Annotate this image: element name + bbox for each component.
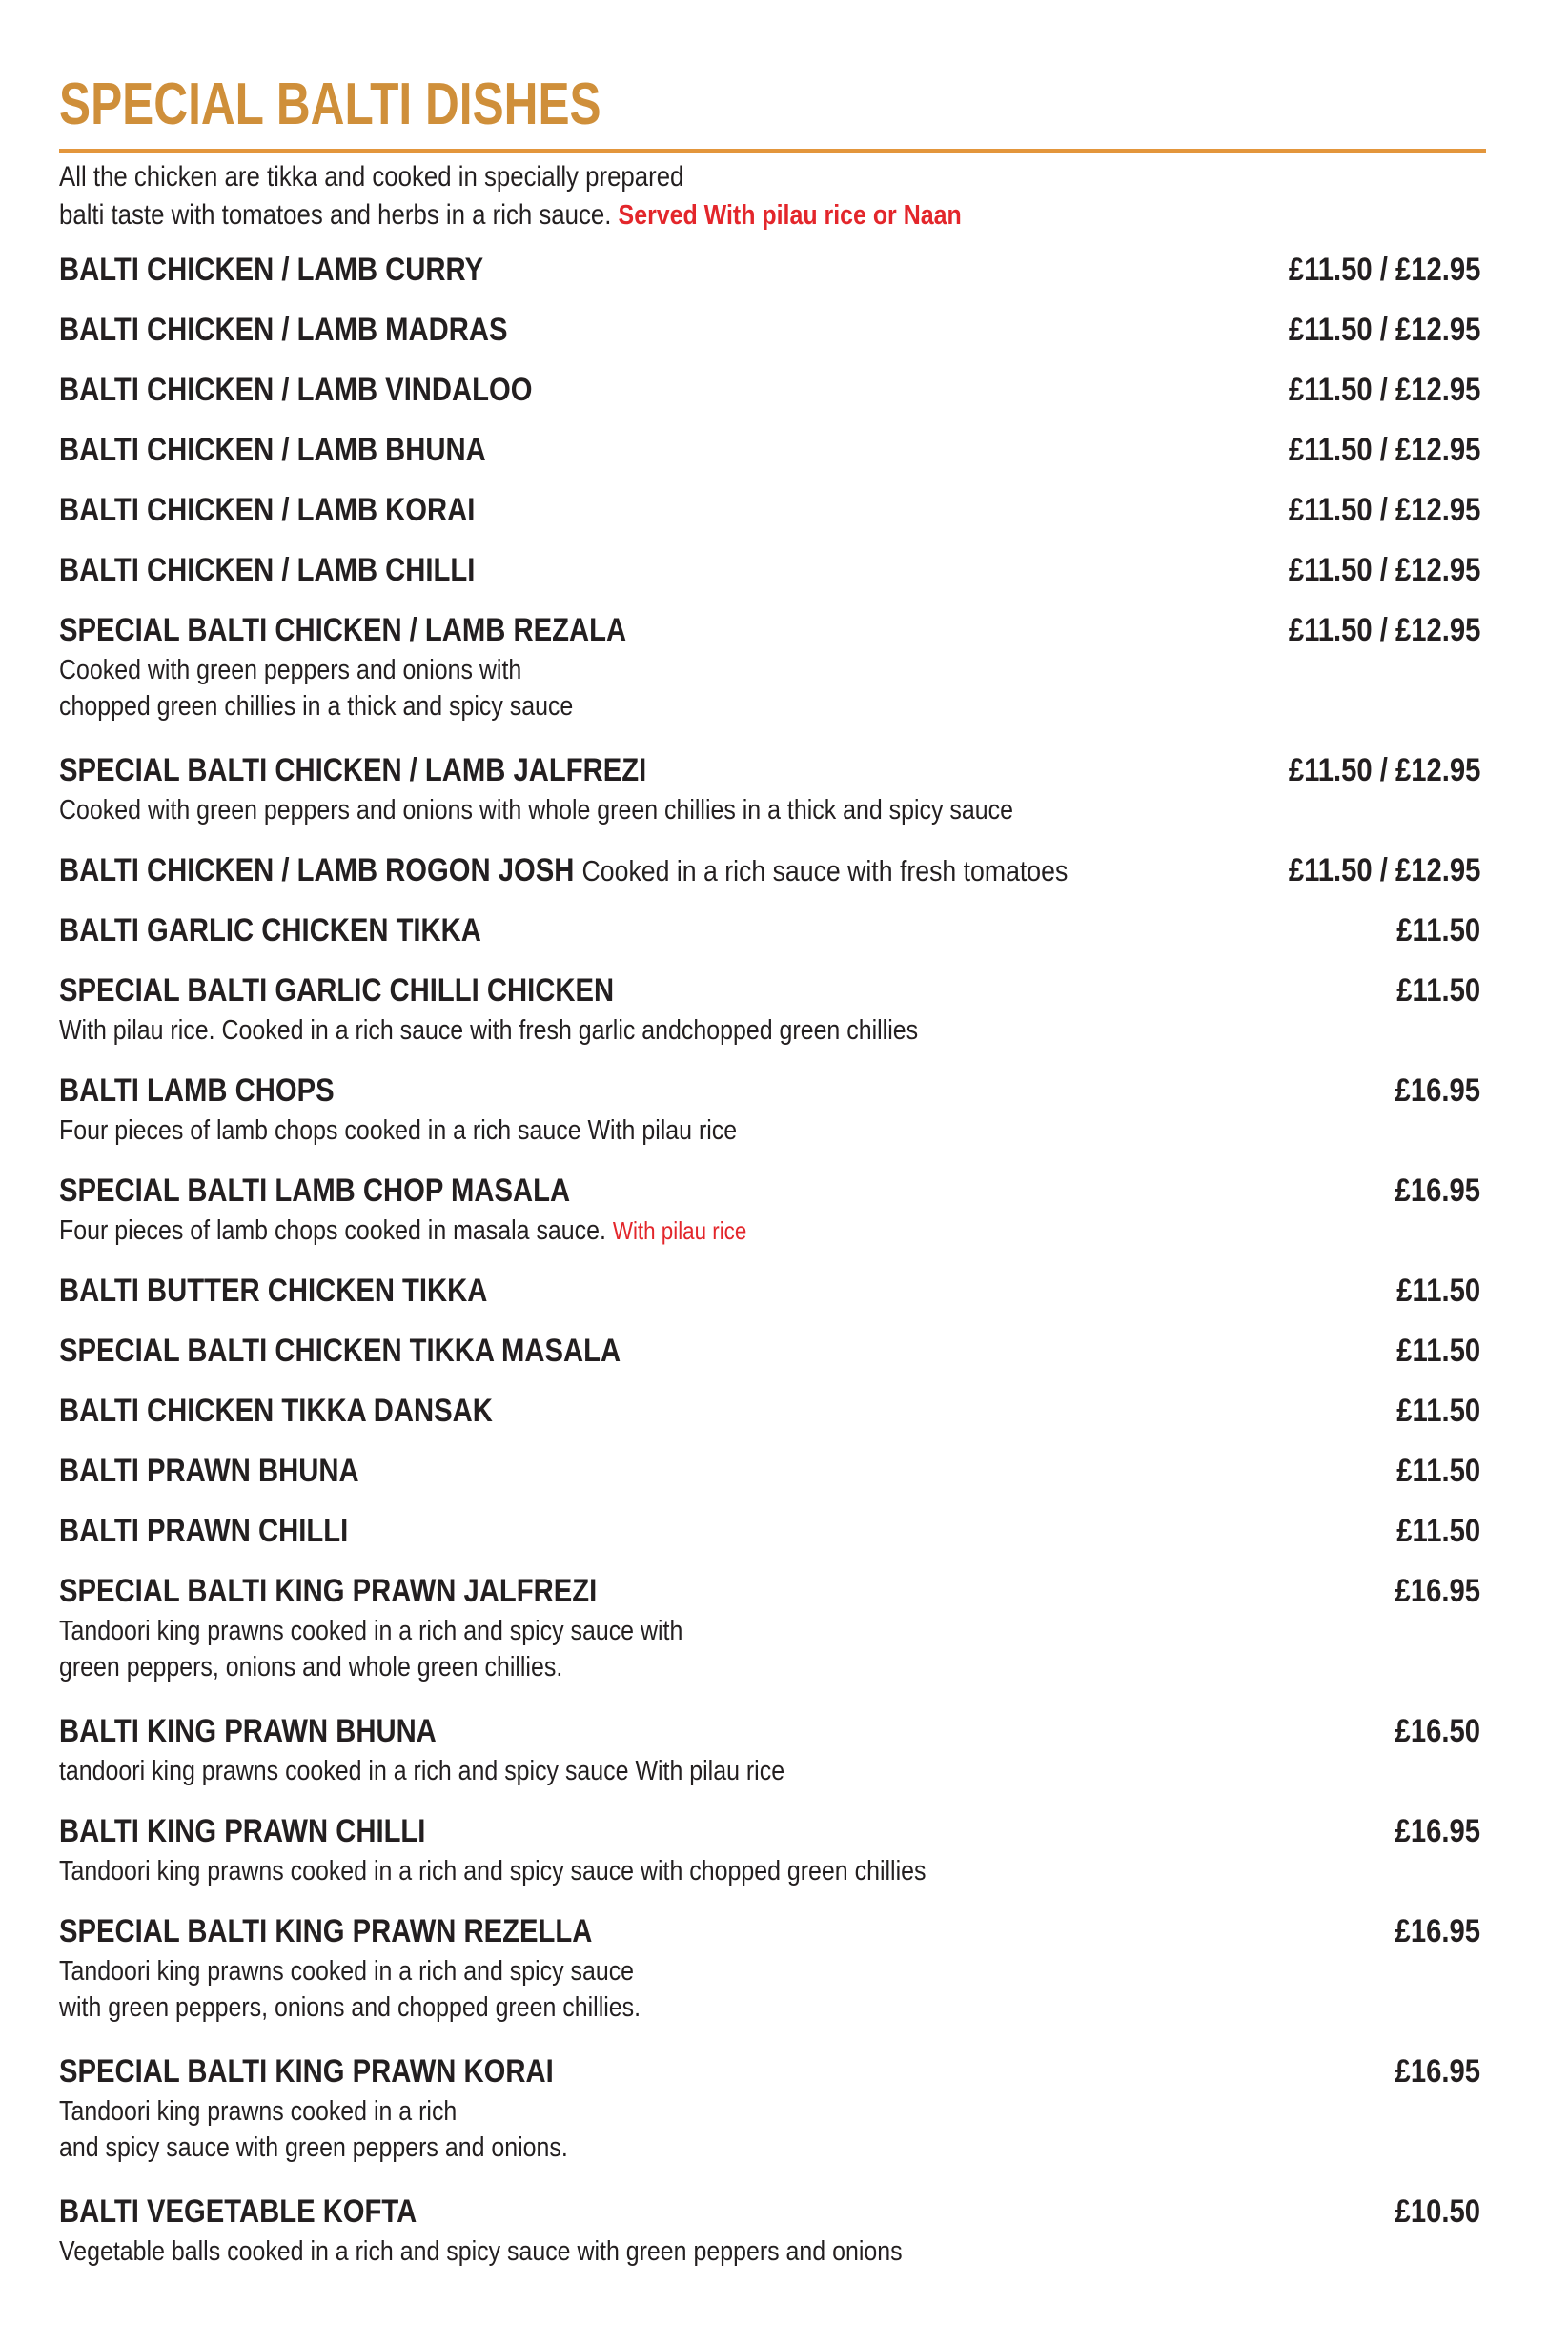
item-price: £11.50 / £12.95: [1288, 752, 1480, 788]
item-name: SPECIAL BALTI KING PRAWN REZELLA: [59, 1913, 593, 1949]
menu-item: [59, 1568, 1486, 1686]
menu-item: [59, 247, 1486, 293]
item-price: £16.95: [1395, 1172, 1480, 1209]
menu-item: [59, 1168, 1486, 1250]
item-description-highlight: With pilau rice: [612, 1216, 747, 1245]
menu-item: [59, 487, 1486, 533]
menu-item: [59, 1808, 1486, 1890]
item-name: BALTI GARLIC CHICKEN TIKKA: [59, 912, 481, 948]
item-price: £10.50: [1395, 2193, 1480, 2230]
item-price: £11.50: [1396, 912, 1480, 948]
item-description: chopped green chillies in a thick and spicy sauce: [59, 691, 574, 722]
menu-item: [59, 1388, 1486, 1434]
item-price: £16.95: [1395, 1913, 1480, 1949]
item-name: BALTI VEGETABLE KOFTA: [59, 2193, 417, 2230]
item-name: BALTI CHICKEN / LAMB CHILLI: [59, 552, 476, 588]
item-description: With pilau rice. Cooked in a rich sauce with fresh garlic andchopped green chillies: [59, 1015, 919, 1046]
menu-item: [59, 607, 1486, 725]
item-price: £11.50: [1396, 1393, 1480, 1429]
item-price: £11.50: [1396, 1453, 1480, 1489]
item-price: £11.50 / £12.95: [1288, 312, 1480, 348]
intro-line-2: [59, 196, 962, 234]
item-name: BALTI CHICKEN / LAMB KORAI: [59, 492, 476, 528]
item-price: £11.50 / £12.95: [1288, 552, 1480, 588]
item-price: £11.50: [1396, 1273, 1480, 1309]
menu-item: [59, 427, 1486, 473]
item-description: Cooked with green peppers and onions with whole green chillies in a thick and spicy sauce: [59, 795, 1013, 826]
intro-line-1: All the chicken are tikka and cooked in specially prepared: [59, 161, 684, 193]
item-name: SPECIAL BALTI KING PRAWN KORAI: [59, 2053, 554, 2090]
item-description-text: Four pieces of lamb chops cooked in masala sauce.: [59, 1215, 606, 1246]
item-inline-description: Cooked in a rich sauce with fresh tomatoes: [581, 854, 1069, 887]
intro-highlight: Served With pilau rice or Naan: [618, 200, 962, 231]
item-price: £16.95: [1395, 1813, 1480, 1849]
item-price: £16.50: [1395, 1713, 1480, 1749]
item-price: £11.50 / £12.95: [1288, 852, 1480, 888]
item-name: SPECIAL BALTI LAMB CHOP MASALA: [59, 1172, 571, 1209]
item-name: BALTI CHICKEN / LAMB MADRAS: [59, 312, 508, 348]
menu-item: [59, 1068, 1486, 1150]
item-price: £11.50: [1396, 972, 1480, 1009]
item-name: BALTI LAMB CHOPS: [59, 1072, 335, 1109]
item-description: Tandoori king prawns cooked in a rich and spicy sauce with chopped green chillies: [59, 1856, 927, 1886]
item-price: £11.50: [1396, 1333, 1480, 1369]
menu-item: [59, 1708, 1486, 1790]
item-description: with green peppers, onions and chopped green chillies.: [59, 1992, 641, 2023]
menu-item: [59, 1328, 1486, 1374]
item-description: Tandoori king prawns cooked in a rich and spicy sauce: [59, 1956, 635, 1987]
item-name: [59, 847, 1068, 894]
item-description: Tandoori king prawns cooked in a rich: [59, 2096, 458, 2127]
menu-item: [59, 847, 1486, 893]
title-divider: [59, 149, 1486, 153]
menu-item: [59, 907, 1486, 953]
menu-item: [59, 2049, 1486, 2167]
item-price: £11.50: [1396, 1513, 1480, 1549]
item-name: BALTI KING PRAWN CHILLI: [59, 1813, 426, 1849]
item-description: green peppers, onions and whole green chillies.: [59, 1652, 563, 1682]
item-price: £16.95: [1395, 2053, 1480, 2090]
menu-item: [59, 1448, 1486, 1494]
item-name-text: BALTI CHICKEN / LAMB ROGON JOSH: [59, 852, 575, 888]
item-name: BALTI CHICKEN / LAMB BHUNA: [59, 432, 486, 468]
menu-item: [59, 1908, 1486, 2027]
item-name: SPECIAL BALTI CHICKEN / LAMB JALFREZI: [59, 752, 647, 788]
intro-line-2-text: balti taste with tomatoes and herbs in a rich sauce.: [59, 199, 612, 231]
item-name: BALTI CHICKEN / LAMB VINDALOO: [59, 372, 533, 408]
item-price: £16.95: [1395, 1072, 1480, 1109]
item-price: £11.50 / £12.95: [1288, 612, 1480, 648]
section-intro: [59, 158, 1298, 234]
item-name: SPECIAL BALTI KING PRAWN JALFREZI: [59, 1573, 598, 1609]
menu-item: [59, 547, 1486, 593]
item-name: BALTI KING PRAWN BHUNA: [59, 1713, 437, 1749]
item-description: Four pieces of lamb chops cooked in a rich sauce With pilau rice: [59, 1115, 738, 1146]
item-price: £11.50 / £12.95: [1288, 432, 1480, 468]
item-price: £11.50 / £12.95: [1288, 252, 1480, 288]
item-name: SPECIAL BALTI CHICKEN / LAMB REZALA: [59, 612, 627, 648]
section-title: SPECIAL BALTI DISHES: [59, 71, 601, 137]
item-description: Vegetable balls cooked in a rich and spicy sauce with green peppers and onions: [59, 2236, 903, 2267]
item-name: BALTI CHICKEN TIKKA DANSAK: [59, 1393, 493, 1429]
item-name: SPECIAL BALTI GARLIC CHILLI CHICKEN: [59, 972, 615, 1009]
item-name: BALTI PRAWN CHILLI: [59, 1513, 349, 1549]
item-name: BALTI BUTTER CHICKEN TIKKA: [59, 1273, 488, 1309]
item-name: BALTI PRAWN BHUNA: [59, 1453, 359, 1489]
menu-item: [59, 1268, 1486, 1314]
item-description: [59, 1212, 1286, 1250]
menu-item: [59, 2189, 1486, 2271]
item-price: £11.50 / £12.95: [1288, 492, 1480, 528]
menu-item: [59, 747, 1486, 829]
item-price: £16.95: [1395, 1573, 1480, 1609]
item-price: £11.50 / £12.95: [1288, 372, 1480, 408]
menu-item: [59, 968, 1486, 1050]
menu-item: [59, 1508, 1486, 1554]
menu-item: [59, 367, 1486, 413]
item-description: tandoori king prawns cooked in a rich and spicy sauce With pilau rice: [59, 1756, 785, 1786]
menu-item: [59, 307, 1486, 353]
item-description: Tandoori king prawns cooked in a rich and spicy sauce with: [59, 1616, 683, 1646]
item-description: Cooked with green peppers and onions with: [59, 655, 522, 685]
item-name: BALTI CHICKEN / LAMB CURRY: [59, 252, 484, 288]
item-name: SPECIAL BALTI CHICKEN TIKKA MASALA: [59, 1333, 621, 1369]
item-description: and spicy sauce with green peppers and onions.: [59, 2132, 568, 2163]
